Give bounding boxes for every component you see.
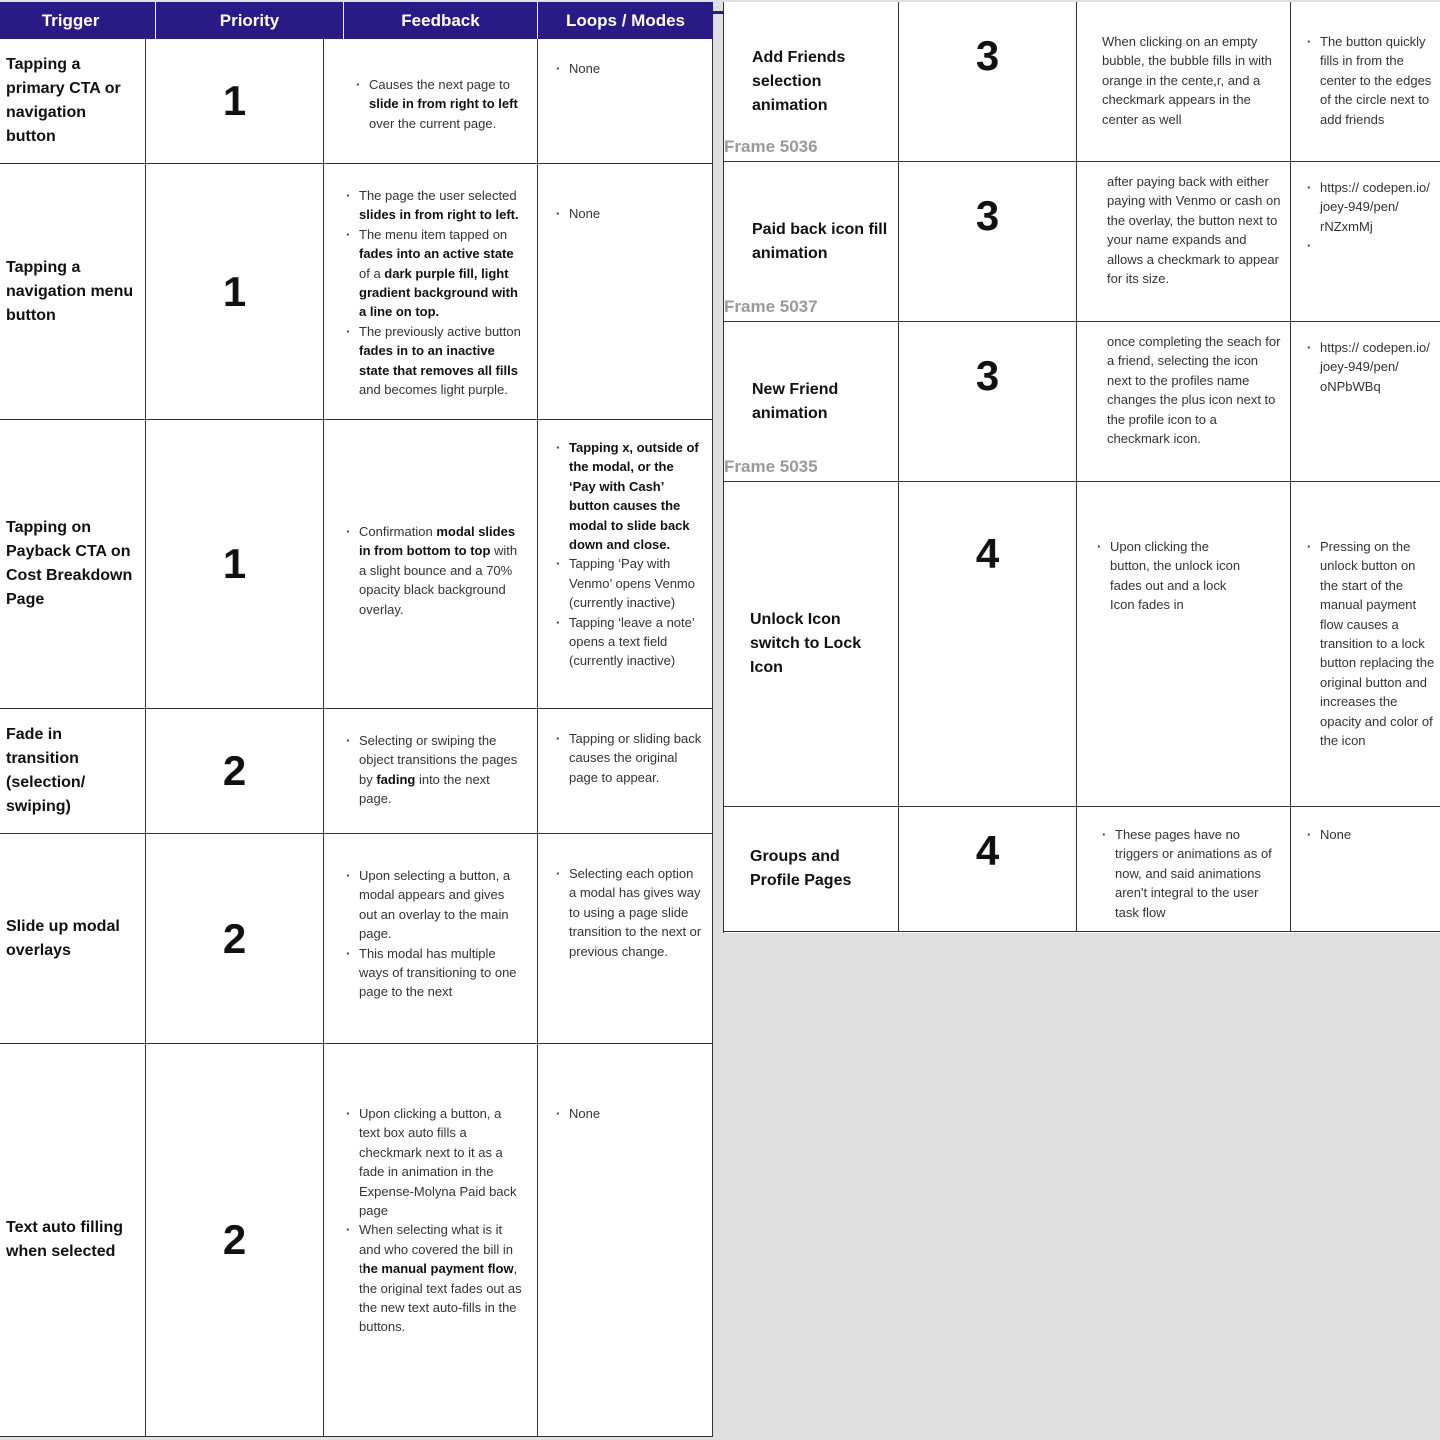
bullet-item: [556, 204, 702, 223]
text: over the current page.: [369, 115, 497, 131]
bullet-item: [1307, 32, 1437, 129]
bold-text: fading: [376, 771, 416, 787]
loops-cell: [538, 39, 713, 164]
priority-value: 4: [975, 827, 1000, 874]
priority-cell: [899, 162, 1077, 322]
text: When selecting what is it and who covered the bill in t: [359, 1222, 513, 1277]
loops-text: https:// codepen.io/ joey-949/pen/ rNZxmMj: [1320, 180, 1430, 234]
bullet-item: [346, 225, 525, 322]
loops-cell: [538, 834, 713, 1044]
feedback-cell: [324, 420, 538, 709]
text: into the next page.: [359, 771, 490, 807]
feedback-list: [346, 731, 525, 809]
text: The menu item tapped on: [359, 226, 508, 242]
feedback-cell: [324, 709, 538, 834]
bullet-item: [346, 866, 525, 944]
priority-value: 4: [975, 530, 1000, 577]
text: None: [569, 1106, 601, 1121]
loops-text: None: [1320, 827, 1352, 842]
header-accent-line: [713, 11, 723, 14]
right-interaction-table: [723, 2, 1440, 933]
priority-cell: [899, 2, 1077, 162]
loops-cell: [538, 420, 713, 709]
loops-text: Pressing on the unlock button on the start of the manual payment flow causes a transition to a lock button replacing the original button and increases the opacity and color of the icon: [1320, 539, 1435, 749]
frame-label: Frame 5035: [724, 457, 818, 476]
feedback-list: [346, 1104, 525, 1337]
bullet-item: [346, 731, 525, 809]
trigger-label: New Friend animation: [752, 380, 839, 422]
bold-text: Tapping x, outside of the modal, or the ‘Pay with Cash’ button causes the modal to slide back down and close.: [569, 440, 699, 553]
priority-value: 1: [222, 77, 247, 124]
trigger-label: Tapping a navigation menu button: [6, 258, 134, 324]
bullet-item: [556, 729, 702, 787]
trigger-label: Tapping a primary CTA or navigation button: [6, 56, 121, 145]
feedback-text: after paying back with either paying with Venmo or cash on the overlay, the button next to your name expands and allows a checkmark to appear for its size.: [1107, 174, 1281, 287]
feedback-list: [1102, 825, 1282, 922]
loops-list: [556, 59, 702, 78]
loops-list: [1307, 537, 1437, 750]
bullet-item: [346, 944, 525, 1002]
trigger-cell: [0, 709, 146, 834]
trigger-cell: [0, 420, 146, 709]
bullet-item: [346, 322, 525, 400]
text: Causes the next page to: [369, 77, 510, 92]
text: and becomes light purple.: [359, 382, 508, 398]
text: Tapping or sliding back causes the original page to appear.: [569, 731, 702, 785]
trigger-label: Fade in transition (selection/ swiping): [6, 726, 86, 815]
bullet-item: [1307, 178, 1437, 236]
header-trigger: Trigger: [0, 2, 156, 39]
loops-list: [1307, 178, 1437, 250]
text: Tapping ‘leave a note’ opens a text field (currently inactive): [569, 614, 695, 669]
trigger-label: Paid back icon fill animation: [752, 220, 888, 262]
bullet-item: [1097, 537, 1282, 615]
header-feedback: Feedback: [344, 2, 538, 39]
priority-cell: [146, 709, 324, 834]
text: Upon clicking a button, a text box auto fills a checkmark next to it as a fade in animation in the Expense-Molyna Paid back page: [359, 1106, 517, 1219]
trigger-label: Groups and Profile Pages: [750, 848, 852, 889]
bullet-item: [556, 554, 702, 612]
bullet-item: [556, 59, 702, 78]
priority-cell: [146, 420, 324, 709]
loops-cell: [1291, 322, 1440, 482]
trigger-label: Text auto filling when selected: [6, 1219, 124, 1260]
bold-text: fades into an active state: [359, 246, 514, 262]
loops-list: [1307, 32, 1437, 129]
loops-list: [556, 1104, 702, 1123]
trigger-cell: [724, 2, 899, 162]
text: The page the user selected: [359, 188, 517, 203]
loops-cell: [538, 164, 713, 420]
loops-list: [1307, 825, 1437, 844]
priority-cell: [899, 807, 1077, 932]
priority-value: 3: [975, 192, 1000, 239]
bullet-item: [1307, 338, 1437, 396]
bold-text: slides in from right to left.: [359, 207, 519, 223]
bold-text: he manual payment flow: [362, 1261, 514, 1277]
priority-cell: [899, 322, 1077, 482]
priority-cell: [146, 1044, 324, 1437]
loops-cell: [538, 709, 713, 834]
trigger-cell: [724, 322, 899, 482]
loops-text: The button quickly fills in from the center to the edges of the circle next to add friends: [1320, 34, 1432, 127]
feedback-list: [346, 522, 525, 619]
feedback-cell: [324, 164, 538, 420]
priority-value: 3: [975, 352, 1000, 399]
trigger-label: Slide up modal overlays: [6, 917, 120, 959]
bullet-item: [556, 613, 702, 671]
feedback-cell: [324, 39, 538, 164]
feedback-text: These pages have no triggers or animations as of now, and said animations aren't integral to the user task flow: [1115, 827, 1272, 920]
bold-text: fades in to an inactive state that removes all fills: [359, 343, 518, 378]
feedback-cell: [1077, 2, 1291, 162]
priority-cell: [146, 164, 324, 420]
trigger-cell: [724, 482, 899, 807]
trigger-cell: [0, 834, 146, 1044]
text: None: [569, 206, 601, 221]
feedback-cell: [1077, 807, 1291, 932]
loops-list: [556, 864, 702, 961]
trigger-cell: [0, 1044, 146, 1437]
feedback-list: [356, 75, 525, 133]
loops-cell: [538, 1044, 713, 1437]
text: The previously active button: [359, 323, 521, 339]
loops-list: [556, 204, 702, 223]
feedback-text: once completing the seach for a friend, selecting the icon next to the profiles name changes the plus icon next to the profile icon to a checkmark icon.: [1107, 334, 1281, 447]
bold-text: dark purple fill, light gradient background with a line on top.: [359, 265, 518, 320]
trigger-cell: [724, 807, 899, 932]
feedback-text: Upon clicking the button, the unlock icon fades out and a lock Icon fades in: [1110, 539, 1241, 613]
bullet-item: [1307, 537, 1437, 750]
priority-value: 2: [222, 914, 247, 962]
feedback-list: [346, 186, 525, 399]
trigger-cell: [0, 164, 146, 420]
text: Selecting or swiping the object transitions the pages by: [359, 733, 518, 787]
text: of a: [359, 265, 385, 281]
loops-text: https:// codepen.io/ joey-949/pen/ oNPbWBq: [1320, 340, 1430, 394]
priority-value: 2: [222, 1216, 247, 1263]
trigger-label: Unlock Icon switch to Lock Icon: [750, 611, 862, 676]
priority-value: 3: [975, 32, 1000, 79]
loops-cell: [1291, 162, 1440, 322]
bullet-item: [346, 1220, 525, 1336]
bullet-item: [356, 75, 525, 133]
loops-cell: [1291, 807, 1440, 932]
priority-value: 1: [222, 267, 247, 315]
priority-cell: [146, 834, 324, 1044]
loops-cell: [1291, 2, 1440, 162]
bold-text: modal slides in from bottom to top: [359, 524, 516, 559]
priority-value: 2: [222, 747, 247, 794]
priority-cell: [899, 482, 1077, 807]
bullet-item: [1307, 236, 1437, 250]
feedback-cell: [1077, 482, 1291, 807]
priority-value: 1: [222, 540, 247, 587]
feedback-cell: [1077, 322, 1291, 482]
loops-list: [556, 438, 702, 671]
text: Tapping ‘Pay with Venmo’ opens Venmo (currently inactive): [569, 556, 695, 611]
text: with a slight bounce and a 70% opacity black background overlay.: [359, 543, 518, 617]
bullet-item: [346, 1104, 525, 1220]
trigger-cell: [0, 39, 146, 164]
loops-cell: [1291, 482, 1440, 807]
bullet-item: [556, 864, 702, 961]
feedback-text: When clicking on an empty bubble, the bubble fills in with orange in the cente,r, and a checkmark appears in the center as well: [1102, 34, 1272, 127]
text: Selecting each option a modal has gives way to using a page slide transition to the next or previous change.: [569, 866, 702, 959]
feedback-cell: [324, 1044, 538, 1437]
text: Confirmation: [359, 524, 437, 539]
frame-label: Frame 5037: [724, 297, 818, 316]
header-priority: Priority: [156, 2, 344, 39]
frame-label: Frame 5036: [724, 137, 818, 156]
trigger-cell: [724, 162, 899, 322]
text: , the original text fades out as the new text auto-fills in the buttons.: [359, 1261, 522, 1335]
text: This modal has multiple ways of transitioning to one page to the next: [359, 945, 517, 1000]
feedback-cell: [1077, 162, 1291, 322]
bullet-item: [556, 438, 702, 554]
bullet-item: [1102, 825, 1282, 922]
feedback-list: [346, 866, 525, 1002]
bullet-item: [1307, 825, 1437, 844]
bold-text: slide in from right to left: [369, 96, 518, 112]
loops-list: [556, 729, 702, 787]
feedback-cell: [324, 834, 538, 1044]
bullet-item: [556, 1104, 702, 1123]
text: Upon selecting a button, a modal appears and gives out an overlay to the main page.: [359, 868, 511, 942]
text: None: [569, 61, 601, 76]
priority-cell: [146, 39, 324, 164]
left-interaction-table: [0, 2, 713, 1437]
trigger-label: Add Friends selection animation: [752, 48, 846, 114]
trigger-label: Tapping on Payback CTA on Cost Breakdown Page: [6, 519, 133, 608]
loops-list: [1307, 338, 1437, 396]
bullet-item: [346, 186, 525, 225]
bullet-item: [346, 522, 525, 619]
feedback-list: [1097, 537, 1282, 615]
header-loops-modes: Loops / Modes: [538, 2, 713, 39]
